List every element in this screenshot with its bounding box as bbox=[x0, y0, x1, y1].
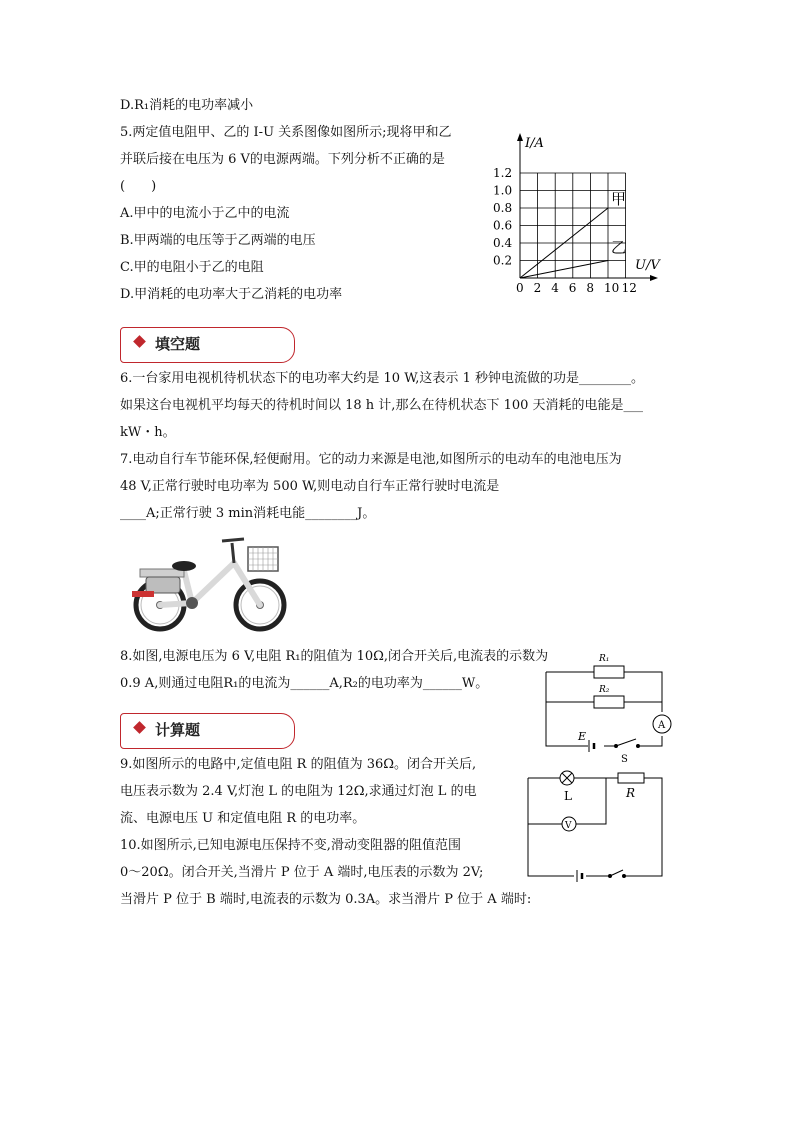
q4-option-d: D.R₁消耗的电功率减小 bbox=[120, 98, 254, 113]
y-tick-label: 0.6 bbox=[493, 218, 513, 233]
section-calc-title: 计算题 bbox=[155, 721, 201, 739]
q7-line2: 48 V,正常行驶时电功率为 500 W,则电动自行车正常行驶时电流是 bbox=[120, 479, 500, 494]
q10-line1: 10.如图所示,已知电源电压保持不变,滑动变阻器的阻值范围 bbox=[120, 838, 461, 853]
q7-line3: ____A;正常行驶 3 min消耗电能________J。 bbox=[120, 506, 376, 521]
x-axis-arrow bbox=[650, 275, 658, 281]
chart-ticks bbox=[493, 166, 637, 295]
series-label-jia: 甲 bbox=[611, 190, 627, 208]
resistor-r bbox=[618, 773, 644, 783]
chart-grid bbox=[520, 173, 626, 278]
q8-line1: 8.如图,电源电压为 6 V,电阻 R₁的阻值为 10Ω,闭合开关后,电流表的示数为 bbox=[120, 649, 549, 664]
diamond-icon bbox=[133, 335, 146, 348]
battery-box bbox=[146, 577, 180, 593]
x-axis-label: U/V bbox=[635, 258, 660, 273]
series-line-yi bbox=[520, 261, 608, 279]
section-calc-header bbox=[120, 713, 295, 749]
q5-option-d: D.甲消耗的电功率大于乙消耗的电功率 bbox=[120, 287, 343, 302]
diamond-icon bbox=[133, 721, 146, 734]
iu-chart bbox=[480, 128, 670, 298]
switch-icon bbox=[609, 870, 626, 878]
q9-line2: 电压表示数为 2.4 V,灯泡 L 的电阻为 12Ω,求通过灯泡 L 的电 bbox=[120, 784, 477, 799]
battery-icon bbox=[577, 870, 582, 882]
x-tick-label: 12 bbox=[621, 281, 637, 295]
q9-circuit-diagram bbox=[522, 766, 672, 888]
q9-line3: 流、电源电压 U 和定值电阻 R 的电功率。 bbox=[120, 811, 366, 826]
q6-line1: 6.一台家用电视机待机状态下的电功率大约是 10 W,这表示 1 秒钟电流做的功是________。 bbox=[120, 371, 644, 386]
q7-line1: 7.电动自行车节能环保,轻便耐用。它的动力来源是电池,如图所示的电动车的电池电压为 bbox=[120, 452, 622, 467]
section-fill-in-title: 填空题 bbox=[155, 335, 201, 353]
label-r1: R₁ bbox=[599, 654, 610, 664]
label-resistor: R bbox=[626, 786, 636, 800]
y-tick-label: 0.4 bbox=[493, 236, 513, 250]
series-label-yi: 乙 bbox=[611, 238, 627, 257]
x-tick-label: 0 bbox=[516, 281, 524, 295]
x-tick-label: 2 bbox=[533, 281, 542, 295]
q6-line3: kW・h。 bbox=[120, 425, 176, 440]
q8-line2: 0.9 A,则通过电阻R₁的电流为______A,R₂的电功率为______W。 bbox=[120, 676, 489, 691]
x-tick-label: 10 bbox=[604, 281, 620, 295]
q5-option-b: B.甲两端的电压等于乙两端的电压 bbox=[120, 233, 316, 248]
circuit2-wires bbox=[528, 778, 662, 876]
resistor-r1 bbox=[594, 666, 624, 678]
circuit1-wires bbox=[546, 672, 662, 746]
pedal-crank bbox=[186, 597, 198, 609]
q8-circuit-diagram bbox=[536, 648, 676, 764]
chart-axes bbox=[517, 133, 661, 281]
q5-option-a: A.甲中的电流小于乙中的电流 bbox=[120, 206, 290, 221]
y-axis-label: I/A bbox=[525, 136, 544, 151]
battery-icon bbox=[589, 740, 594, 752]
lamp-icon bbox=[560, 771, 574, 785]
rear-rack bbox=[140, 569, 184, 577]
q5-option-c: C.甲的电阻小于乙的电阻 bbox=[120, 260, 264, 275]
label-lamp: L bbox=[564, 789, 572, 803]
section-fill-in-header bbox=[120, 327, 295, 363]
rear-fender bbox=[132, 591, 154, 597]
q10-line2: 0～20Ω。闭合开关,当滑片 P 位于 A 端时,电压表的示数为 2V; bbox=[120, 865, 484, 880]
x-tick-label: 8 bbox=[586, 281, 595, 295]
label-switch-s: S bbox=[621, 754, 628, 764]
resistor-r2 bbox=[594, 696, 624, 708]
y-axis-arrow bbox=[517, 133, 523, 141]
y-tick-label: 0.8 bbox=[493, 201, 513, 215]
q5-stem-line1: 5.两定值电阻甲、乙的 I-U 关系图像如图所示;现将甲和乙 bbox=[120, 125, 452, 140]
q9-line1: 9.如图所示的电路中,定值电阻 R 的阻值为 36Ω。闭合开关后, bbox=[120, 757, 477, 772]
y-tick-label: 1.0 bbox=[493, 183, 513, 198]
switch-icon bbox=[615, 739, 640, 748]
ammeter-label: A bbox=[658, 720, 666, 731]
y-tick-label: 0.2 bbox=[493, 253, 513, 268]
basket-mesh bbox=[248, 547, 278, 571]
q5-stem-line2: 并联后接在电压为 6 V的电源两端。下列分析不正确的是 bbox=[120, 152, 445, 167]
label-r2: R₂ bbox=[599, 685, 610, 695]
handlebar bbox=[222, 539, 244, 563]
electric-bicycle-image bbox=[122, 533, 292, 633]
q10-line3: 当滑片 P 位于 B 端时,电流表的示数为 0.3A。求当滑片 P 位于 A 端时: bbox=[120, 892, 532, 907]
x-tick-label: 4 bbox=[551, 281, 559, 295]
label-source-e: E bbox=[578, 730, 587, 743]
seat bbox=[172, 561, 196, 571]
x-tick-label: 6 bbox=[568, 281, 577, 295]
q6-line2: 如果这台电视机平均每天的待机时间以 18 h 计,那么在待机状态下 100 天消耗的电能是___ bbox=[120, 398, 644, 413]
voltmeter-label: V bbox=[565, 821, 572, 831]
q5-answer-bracket: ( ) bbox=[120, 179, 157, 194]
y-tick-label: 1.2 bbox=[493, 166, 513, 180]
